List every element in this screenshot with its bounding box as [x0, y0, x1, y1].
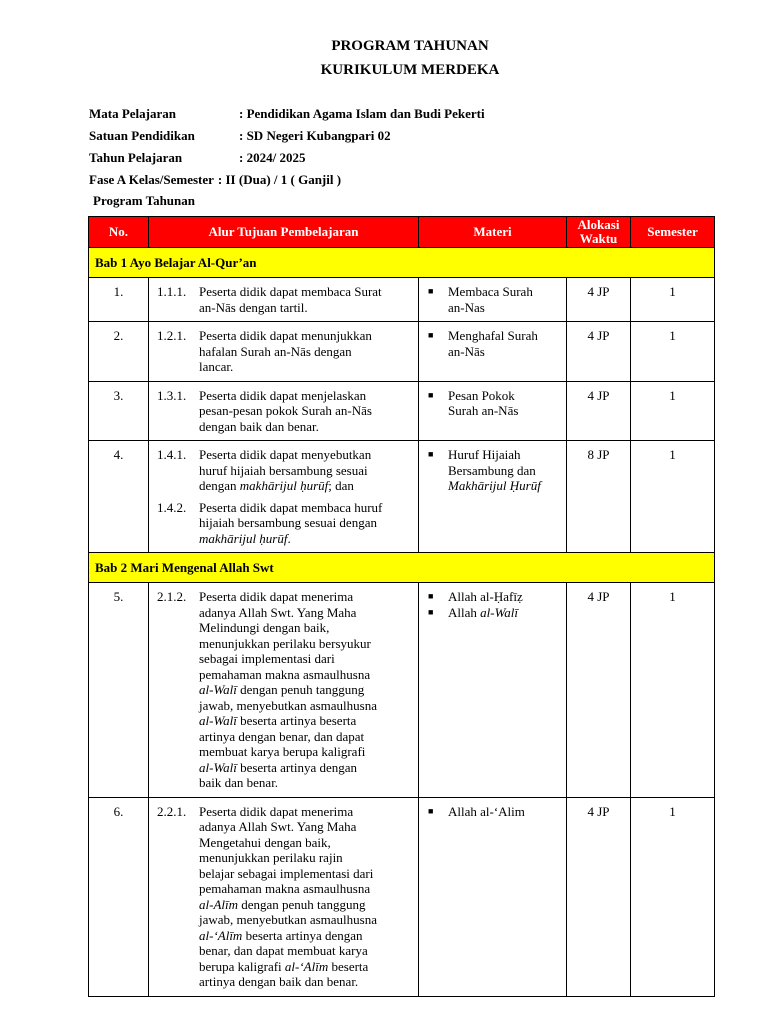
semester-cell: 1	[631, 381, 715, 441]
table-header-row	[89, 217, 715, 248]
meta-row	[89, 106, 485, 128]
materi-line: Allah al-Walī	[448, 604, 518, 620]
atp-line: dengan baik dan benar.	[199, 418, 319, 434]
table-row	[89, 797, 715, 996]
materi-line: Menghafal Surah	[448, 328, 538, 343]
atp-line: lancar.	[199, 359, 234, 374]
atp-line: Melindungi dengan baik,	[199, 620, 330, 635]
bullet-square-icon: ■	[428, 389, 434, 400]
materi-item	[425, 328, 560, 359]
atp-line: an-Nās dengan tartil.	[199, 299, 308, 315]
alokasi-cell: 4 JP	[567, 322, 631, 382]
atp-line: sebagai implementasi dari	[199, 651, 335, 666]
atp-cell	[149, 583, 419, 798]
materi-item	[425, 447, 560, 494]
table-row	[89, 381, 715, 441]
atp-line: al-Alīm dengan penuh tanggung	[199, 896, 366, 912]
materi-cell	[419, 278, 567, 322]
atp-line: Peserta didik dapat menunjukkan	[199, 328, 372, 343]
atp-line: al-Walī beserta artinya dengan	[199, 759, 358, 775]
materi-cell	[419, 441, 567, 553]
alokasi-cell: 4 JP	[567, 583, 631, 798]
materi-line: Surah an-Nās	[448, 403, 519, 418]
materi-cell	[419, 583, 567, 798]
program-table	[88, 216, 715, 997]
materi-cell	[419, 381, 567, 441]
semester-cell: 1	[631, 583, 715, 798]
materi-line: Huruf Hijaiah	[448, 447, 521, 462]
atp-number: 1.3.1.	[157, 387, 187, 403]
atp-text	[199, 500, 412, 547]
atp-item	[157, 589, 412, 791]
section-label: Program Tahunan	[93, 193, 195, 208]
materi-text	[448, 284, 560, 315]
materi-text	[448, 328, 560, 359]
atp-line: baik dan benar.	[199, 775, 279, 790]
meta-row	[89, 150, 485, 172]
materi-line: Makhārijul Ḥurūf	[448, 478, 541, 493]
atp-item	[157, 328, 412, 375]
atp-cell	[149, 322, 419, 382]
atp-line: membuat karya berupa kaligrafi	[199, 744, 366, 759]
atp-cell	[149, 381, 419, 441]
atp-line: artinya dengan benar, dan dapat	[199, 728, 365, 744]
alokasi-cell: 4 JP	[567, 381, 631, 441]
atp-item	[157, 388, 412, 435]
meta-value: : II (Dua) / 1 ( Ganjil )	[217, 172, 342, 187]
atp-text	[199, 388, 412, 435]
atp-number: 1.1.1.	[157, 284, 187, 299]
materi-line: an-Nās	[448, 343, 485, 359]
atp-number: 2.2.1.	[157, 803, 187, 819]
atp-line: dengan makhārijul ḥurūf; dan	[199, 478, 354, 493]
atp-number: 1.4.1.	[157, 447, 187, 462]
row-number: 1.	[89, 278, 149, 322]
materi-text	[448, 388, 560, 419]
atp-text	[199, 328, 412, 375]
atp-line: pesan-pesan pokok Surah an-Nās	[199, 403, 372, 418]
atp-line: berupa kaligrafi al-‘Alīm beserta	[199, 958, 369, 974]
meta-key: Satuan Pendidikan	[89, 128, 195, 143]
bullet-square-icon: ■	[428, 330, 434, 340]
atp-number: 2.1.2.	[157, 589, 187, 604]
document-title: PROGRAM TAHUNAN	[331, 38, 489, 54]
row-number: 2.	[89, 322, 149, 382]
header-materi: Materi	[419, 217, 567, 248]
atp-line: pemahaman makna asmaulhusna	[199, 666, 371, 682]
header-no: No.	[89, 217, 149, 248]
atp-line: menunjukkan perilaku rajin	[199, 850, 343, 865]
materi-item	[425, 605, 560, 621]
table-row	[89, 583, 715, 798]
meta-key: Mata Pelajaran	[89, 106, 177, 121]
chapter-title: Bab 2 Mari Mengenal Allah Swt	[89, 553, 715, 583]
bullet-square-icon: ■	[428, 606, 434, 617]
materi-item	[425, 388, 560, 419]
alokasi-cell: 4 JP	[567, 797, 631, 996]
semester-cell: 1	[631, 278, 715, 322]
meta-row	[89, 172, 485, 194]
header-atp: Alur Tujuan Pembelajaran	[149, 217, 419, 248]
bullet-square-icon: ■	[428, 286, 434, 296]
materi-line: Bersambung dan	[448, 462, 536, 478]
document-subtitle: KURIKULUM MERDEKA	[320, 62, 500, 78]
row-number: 3.	[89, 381, 149, 441]
atp-line: al-Walī beserta artinya beserta	[199, 713, 357, 728]
materi-line: Membaca Surah	[448, 284, 533, 299]
atp-line: adanya Allah Swt. Yang Maha	[199, 819, 357, 834]
table-body	[89, 248, 715, 997]
meta-value: : 2024/ 2025	[239, 150, 306, 165]
atp-line: menunjukkan perilaku bersyukur	[199, 635, 371, 651]
bullet-square-icon: ■	[428, 805, 434, 816]
atp-line: Peserta didik dapat membaca Surat	[199, 284, 382, 299]
row-number: 5.	[89, 583, 149, 798]
atp-line: Peserta didik dapat menerima	[199, 589, 354, 604]
atp-line: belajar sebagai implementasi dari	[199, 865, 374, 881]
materi-text	[448, 589, 560, 605]
materi-line: Allah al-Ḥafīẓ	[448, 589, 523, 604]
atp-line: al-Walī dengan penuh tanggung	[199, 682, 365, 697]
atp-cell	[149, 441, 419, 553]
semester-cell: 1	[631, 322, 715, 382]
atp-line: Peserta didik dapat menjelaskan	[199, 387, 367, 403]
atp-line: benar, dan dapat membuat karya	[199, 943, 368, 958]
semester-cell: 1	[631, 441, 715, 553]
atp-line: Peserta didik dapat menyebutkan	[199, 447, 372, 462]
atp-cell	[149, 278, 419, 322]
atp-number: 1.4.2.	[157, 499, 187, 515]
atp-item	[157, 804, 412, 990]
materi-cell	[419, 322, 567, 382]
meta-info	[89, 106, 485, 194]
table-row	[89, 278, 715, 322]
atp-line: hijaiah bersambung sesuai dengan	[199, 515, 377, 530]
materi-line: Allah al-‘Alim	[448, 803, 525, 819]
row-number: 4.	[89, 441, 149, 553]
materi-cell	[419, 797, 567, 996]
atp-line: Mengetahui dengan baik,	[199, 834, 331, 850]
atp-line: artinya dengan baik dan benar.	[199, 974, 359, 989]
atp-text	[199, 589, 412, 791]
semester-cell: 1	[631, 797, 715, 996]
atp-line: jawab, menyebutkan asmaulhusna	[199, 697, 377, 713]
materi-item	[425, 589, 560, 605]
atp-line: al-‘Alīm beserta artinya dengan	[199, 927, 363, 943]
atp-line: adanya Allah Swt. Yang Maha	[199, 604, 357, 620]
materi-text	[448, 447, 560, 494]
meta-key: Tahun Pelajaran	[89, 150, 183, 165]
bullet-square-icon: ■	[428, 449, 434, 459]
atp-line: makhārijul ḥurūf.	[199, 530, 291, 546]
materi-text	[448, 605, 560, 621]
atp-item	[157, 447, 412, 494]
atp-line: jawab, menyebutkan asmaulhusna	[199, 912, 377, 927]
materi-text	[448, 804, 560, 820]
atp-item	[157, 284, 412, 315]
atp-item	[157, 500, 412, 547]
materi-item	[425, 284, 560, 315]
atp-cell	[149, 797, 419, 996]
atp-number: 1.2.1.	[157, 328, 187, 343]
alokasi-cell: 8 JP	[567, 441, 631, 553]
materi-item	[425, 804, 560, 820]
table-row	[89, 322, 715, 382]
meta-value: : Pendidikan Agama Islam dan Budi Pekerti	[239, 106, 485, 121]
chapter-row	[89, 553, 715, 583]
header-alokasi: Alokasi Waktu	[567, 217, 631, 248]
table-row	[89, 441, 715, 553]
alokasi-cell: 4 JP	[567, 278, 631, 322]
atp-line: pemahaman makna asmaulhusna	[199, 881, 371, 896]
meta-key: Fase A Kelas/Semester	[89, 172, 214, 187]
materi-line: Pesan Pokok	[448, 387, 515, 403]
atp-text	[199, 447, 412, 494]
atp-text	[199, 804, 412, 990]
meta-row	[89, 128, 485, 150]
atp-line: Peserta didik dapat membaca huruf	[199, 499, 383, 515]
atp-line: hafalan Surah an-Nās dengan	[199, 343, 352, 359]
meta-value: : SD Negeri Kubangpari 02	[239, 128, 391, 143]
atp-line: Peserta didik dapat menerima	[199, 803, 354, 819]
bullet-square-icon: ■	[428, 591, 434, 601]
row-number: 6.	[89, 797, 149, 996]
chapter-title: Bab 1 Ayo Belajar Al-Qur’an	[89, 248, 715, 278]
header-semester: Semester	[631, 217, 715, 248]
atp-line: huruf hijaiah bersambung sesuai	[199, 462, 368, 478]
chapter-row	[89, 248, 715, 278]
atp-text	[199, 284, 412, 315]
materi-line: an-Nas	[448, 299, 485, 315]
